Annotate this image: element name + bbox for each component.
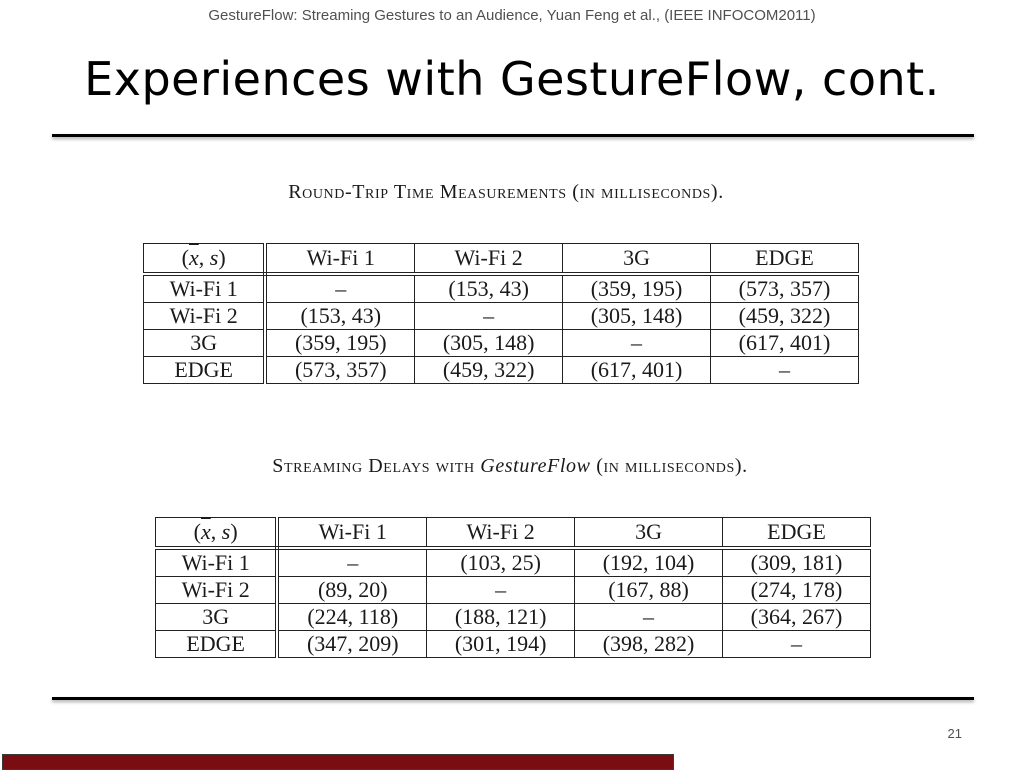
page-number: 21 [947, 726, 962, 741]
table-row [156, 577, 871, 604]
stddev-symbol: s [221, 519, 231, 544]
table2-caption-prefix: Streaming Delays with [272, 455, 475, 477]
table-cell: (347, 209) [277, 631, 426, 658]
table-row [156, 604, 871, 631]
stddev-symbol: s [209, 245, 219, 270]
table-cell: – [415, 303, 563, 330]
table2-corner-label: ($\overline{x}$, s) [156, 518, 278, 549]
table-cell: – [710, 357, 858, 384]
table2-row-label: 3G [156, 604, 278, 631]
table-row [144, 274, 859, 303]
table2-header-row [156, 518, 871, 549]
table-row [144, 357, 859, 384]
table1-row-label: Wi-Fi 2 [144, 303, 266, 330]
table-cell: – [563, 330, 711, 357]
table1-col-header: Wi-Fi 2 [415, 244, 563, 275]
table-cell: (224, 118) [277, 604, 426, 631]
table2-col-header: EDGE [722, 518, 870, 549]
table1-caption [0, 181, 1018, 204]
table2-col-header: 3G [575, 518, 723, 549]
table-cell: (301, 194) [427, 631, 575, 658]
table-cell: (617, 401) [710, 330, 858, 357]
title-divider [52, 134, 974, 137]
rtt-table [143, 243, 859, 384]
table-cell: (274, 178) [722, 577, 870, 604]
table1-col-header: Wi-Fi 1 [265, 244, 414, 275]
table1-row-label: 3G [144, 330, 266, 357]
table-cell: – [277, 548, 426, 577]
table1-row-label: EDGE [144, 357, 266, 384]
table-cell: (188, 121) [427, 604, 575, 631]
table-row [144, 330, 859, 357]
table1-col-header: 3G [563, 244, 711, 275]
table1-header-row [144, 244, 859, 275]
table2-row-label: Wi-Fi 2 [156, 577, 278, 604]
table-cell: – [427, 577, 575, 604]
footer-divider [52, 697, 974, 700]
table-cell: (309, 181) [722, 548, 870, 577]
table-cell: (305, 148) [415, 330, 563, 357]
table2-row-label: Wi-Fi 1 [156, 548, 278, 577]
table1-caption-text: Round-Trip Time Measurements (in milliseconds). [288, 181, 724, 203]
table-cell: (364, 267) [722, 604, 870, 631]
table-row [156, 548, 871, 577]
table-cell: (103, 25) [427, 548, 575, 577]
table1-row-label: Wi-Fi 1 [144, 274, 266, 303]
table2-col-header: Wi-Fi 2 [427, 518, 575, 549]
table-cell: – [575, 604, 723, 631]
table-cell: (573, 357) [265, 357, 414, 384]
table-cell: (459, 322) [415, 357, 563, 384]
table-cell: (359, 195) [265, 330, 414, 357]
table-cell: (459, 322) [710, 303, 858, 330]
table2-col-header: Wi-Fi 1 [277, 518, 426, 549]
streaming-delay-table [155, 517, 871, 658]
slide-header: GestureFlow: Streaming Gestures to an Audience, Yuan Feng et al., (IEEE INFOCOM2011) [208, 7, 816, 24]
table-cell: (167, 88) [575, 577, 723, 604]
table-cell: – [265, 274, 414, 303]
table-cell: (305, 148) [563, 303, 711, 330]
table1-corner-label: ($\overline{x}$, s) [144, 244, 266, 275]
table-cell: (153, 43) [415, 274, 563, 303]
table-row [144, 303, 859, 330]
slide-title: Experiences with GestureFlow, cont. [84, 52, 940, 106]
table2-caption [0, 455, 1022, 478]
table1-col-header: EDGE [710, 244, 858, 275]
table-cell: (153, 43) [265, 303, 414, 330]
table-cell: (89, 20) [277, 577, 426, 604]
table2-caption-suffix: (in milliseconds). [596, 455, 748, 477]
table2-row-label: EDGE [156, 631, 278, 658]
table2-caption-emph: GestureFlow [480, 455, 591, 477]
table-cell: (617, 401) [563, 357, 711, 384]
table-row [156, 631, 871, 658]
mean-symbol: $\overline{x}$ [201, 519, 211, 544]
table-cell: (359, 195) [563, 274, 711, 303]
table-cell: (573, 357) [710, 274, 858, 303]
mean-symbol: $\overline{x}$ [189, 245, 199, 270]
table-cell: – [722, 631, 870, 658]
table-cell: (398, 282) [575, 631, 723, 658]
table-cell: (192, 104) [575, 548, 723, 577]
